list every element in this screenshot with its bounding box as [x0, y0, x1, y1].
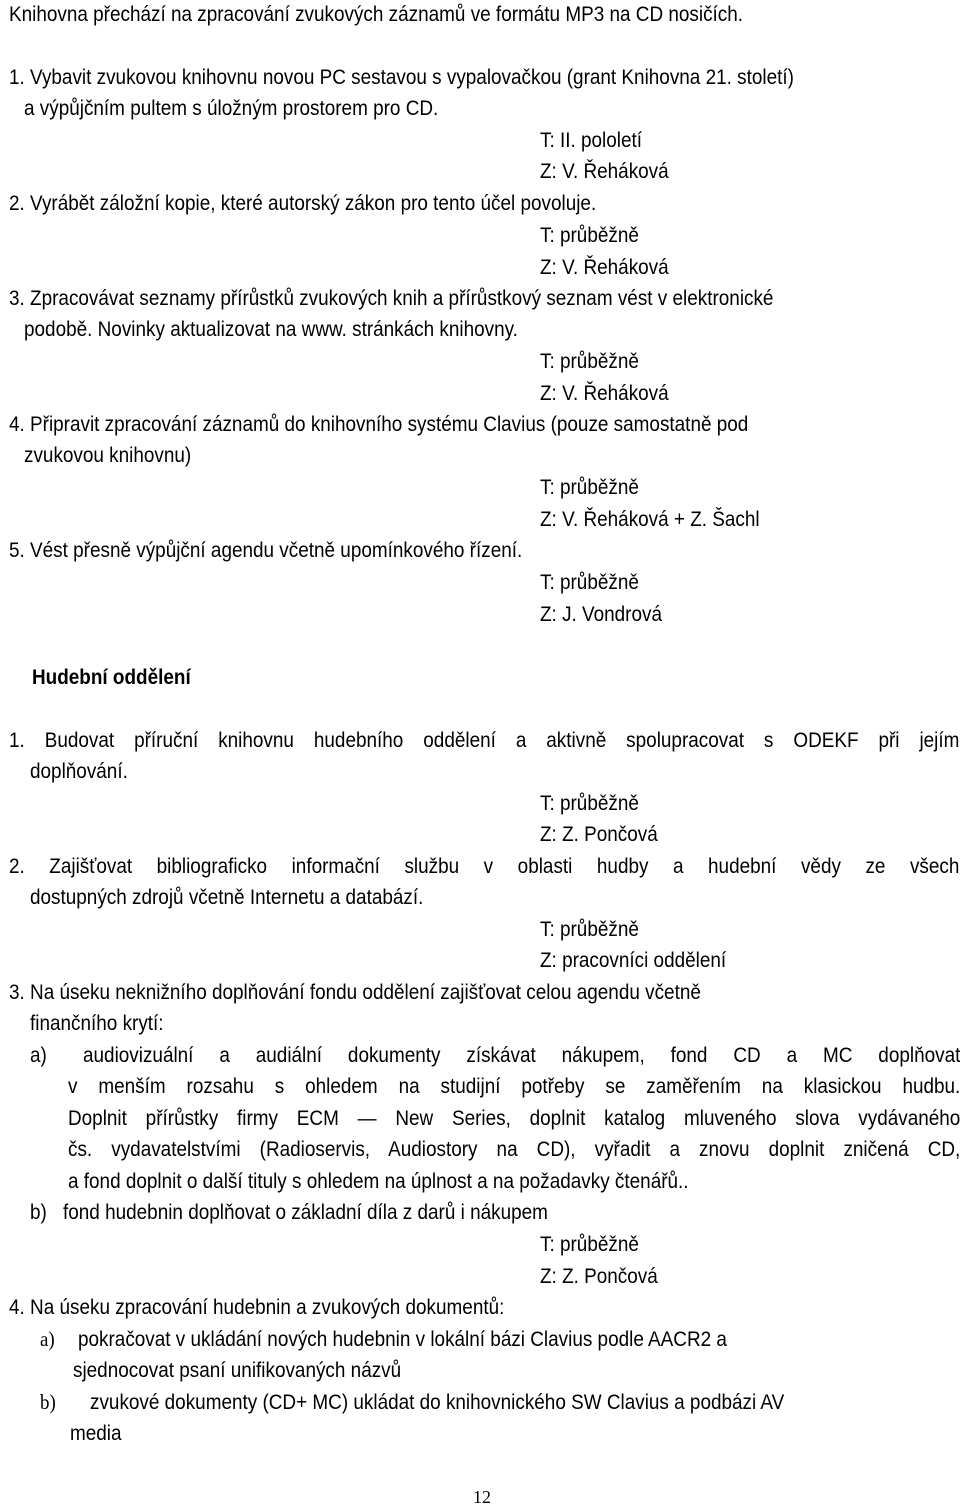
- sub-item-text: audiovizuální a audiální dokumenty získávat nákupem, fond CD a MC doplňovat: [83, 1043, 960, 1067]
- list-item-text: 4. Na úseku zpracování hudebnin a zvukových dokumentů:: [9, 1295, 505, 1319]
- sub-item-marker: a): [40, 1327, 55, 1351]
- list-item-text: 3. Na úseku neknižního doplňování fondu oddělení zajišťovat celou agendu včetně: [9, 980, 701, 1004]
- list-item-text: doplňování.: [30, 759, 128, 783]
- responsible-label: Z: Z. Pončová: [540, 1264, 658, 1288]
- sub-item-text: a fond doplnit o další tituly s ohledem na úplnost a na požadavky čtenářů..: [68, 1169, 689, 1193]
- list-item-text: 4. Připravit zpracování záznamů do knihovního systému Clavius (pouze samostatně pod: [9, 412, 749, 436]
- list-item-text: dostupných zdrojů včetně Internetu a databází.: [30, 885, 424, 909]
- list-item-text: 2. Zajišťovat bibliograficko informační službu v oblasti hudby a hudební vědy ze všech: [9, 854, 960, 878]
- intro-text: Knihovna přechází na zpracování zvukových záznamů ve formátu MP3 na CD nosičích.: [9, 2, 744, 26]
- sub-item-text: Doplnit přírůstky firmy ECM — New Series, doplnit katalog mluveného slova vydávaného: [68, 1106, 960, 1130]
- term-label: T: průběžně: [540, 349, 639, 373]
- sub-item-text: media: [70, 1421, 122, 1445]
- list-item-text: a výpůjčním pultem s úložným prostorem pro CD.: [24, 96, 439, 120]
- section-heading: Hudební oddělení: [32, 665, 191, 689]
- sub-item-text: pokračovat v ukládání nových hudebnin v lokální bázi Clavius podle AACR2 a: [78, 1327, 727, 1351]
- sub-item-marker: b): [30, 1200, 47, 1224]
- list-item-text: 2. Vyrábět záložní kopie, které autorský zákon pro tento účel povoluje.: [9, 191, 597, 215]
- responsible-label: Z: J. Vondrová: [540, 602, 663, 626]
- sub-item-marker: b): [40, 1390, 56, 1414]
- responsible-label: Z: Z. Pončová: [540, 822, 658, 846]
- term-label: T: průběžně: [540, 570, 639, 594]
- page-number: 12: [473, 1487, 491, 1507]
- list-item-text: 5. Vést přesně výpůjční agendu včetně upomínkového řízení.: [9, 538, 523, 562]
- term-label: T: průběžně: [540, 1232, 639, 1256]
- term-label: T: II. pololetí: [540, 128, 643, 152]
- list-item-text: podobě. Novinky aktualizovat na www. stránkách knihovny.: [24, 317, 518, 341]
- sub-item-marker: a): [30, 1043, 47, 1067]
- responsible-label: Z: V. Řeháková: [540, 381, 669, 405]
- sub-item-text: v menším rozsahu s ohledem na studijní potřeby se zaměřením na klasickou hudbu.: [68, 1074, 960, 1098]
- list-item-text: 3. Zpracovávat seznamy přírůstků zvukových knih a přírůstkový seznam vést v elektronické: [9, 286, 774, 310]
- responsible-label: Z: V. Řeháková: [540, 255, 669, 279]
- list-item-text: 1. Vybavit zvukovou knihovnu novou PC sestavou s vypalovačkou (grant Knihovna 21. století): [9, 65, 794, 89]
- sub-item-text: čs. vydavatelstvími (Radioservis, Audiostory na CD), vyřadit a znovu doplnit zničená CD,: [68, 1137, 960, 1161]
- responsible-label: Z: pracovníci oddělení: [540, 948, 727, 972]
- term-label: T: průběžně: [540, 223, 639, 247]
- sub-item-text: fond hudebnin doplňovat o základní díla z darů i nákupem: [63, 1200, 548, 1224]
- list-item-text: 1. Budovat příruční knihovnu hudebního oddělení a aktivně spolupracovat s ODEKF při jejím: [9, 728, 960, 752]
- responsible-label: Z: V. Řeháková + Z. Šachl: [540, 507, 760, 531]
- responsible-label: Z: V. Řeháková: [540, 159, 669, 183]
- list-item-text: finančního krytí:: [30, 1011, 164, 1035]
- list-item-text: zvukovou knihovnu): [24, 443, 192, 467]
- sub-item-text: zvukové dokumenty (CD+ MC) ukládat do knihovnického SW Clavius a podbázi AV: [90, 1390, 785, 1414]
- term-label: T: průběžně: [540, 475, 639, 499]
- term-label: T: průběžně: [540, 791, 639, 815]
- term-label: T: průběžně: [540, 917, 639, 941]
- sub-item-text: sjednocovat psaní unifikovaných názvů: [73, 1358, 402, 1382]
